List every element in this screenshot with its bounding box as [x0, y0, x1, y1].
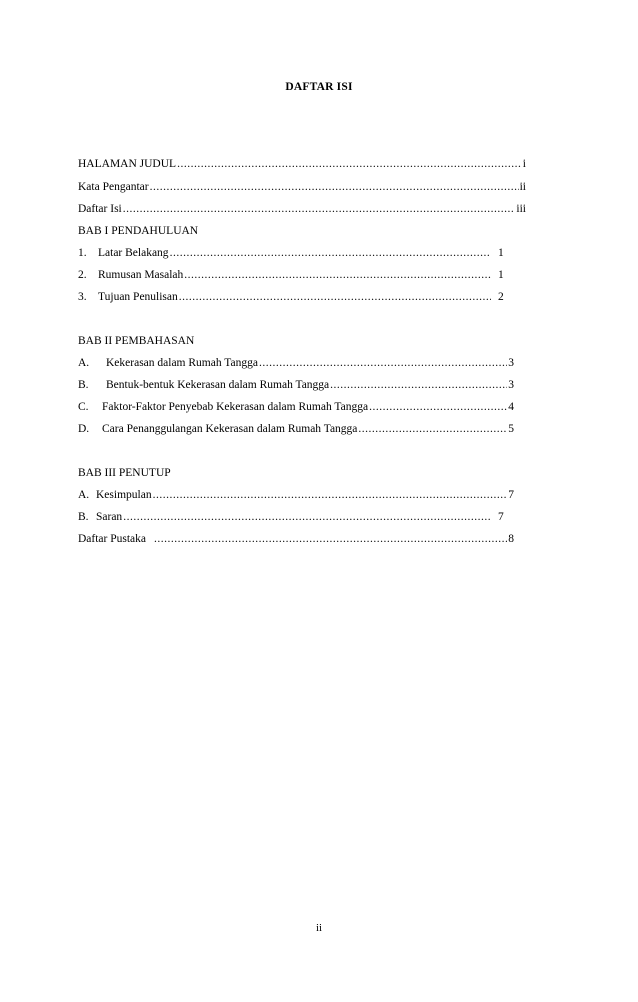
toc-entry-label	[78, 268, 183, 282]
toc-entry-number: D.	[78, 423, 90, 435]
dot-leader	[330, 378, 507, 392]
toc-entry-cara-penanggulangan	[78, 422, 514, 436]
toc-entry-kekerasan	[78, 356, 514, 370]
toc-entry-tujuan-penulisan	[78, 290, 514, 304]
toc-entry-label	[78, 290, 178, 304]
toc-entry-text: Bentuk-bentuk Kekerasan dalam Rumah Tangga	[106, 379, 330, 391]
toc-entry-label: Daftar Isi	[78, 203, 122, 215]
toc-entry-daftar-isi	[78, 202, 526, 216]
toc-entry-page: 7	[508, 489, 514, 501]
chapter-heading-bab-1: BAB I PENDAHULUAN	[78, 225, 199, 237]
toc-entry-label	[78, 488, 152, 502]
toc-entry-rumusan-masalah	[78, 268, 514, 282]
toc-entry-number: 3.	[78, 291, 87, 303]
toc-entry-page: 1	[498, 269, 504, 281]
toc-entry-number: 1.	[78, 247, 87, 259]
toc-entry-text: Tujuan Penulisan	[98, 291, 178, 303]
dot-leader	[358, 422, 507, 436]
toc-entry-number: C.	[78, 401, 89, 413]
toc-entry-page: 3	[508, 379, 514, 391]
page-title: DAFTAR ISI	[285, 81, 353, 93]
toc-entry-page: 4	[508, 401, 514, 413]
dot-leader	[170, 246, 491, 260]
toc-entry-label: Kata Pengantar	[78, 181, 149, 193]
page-number: ii	[315, 922, 323, 934]
toc-entry-page: iii	[516, 203, 526, 215]
toc-entry-kata-pengantar	[78, 180, 526, 194]
toc-entry-page: 2	[498, 291, 504, 303]
dot-leader	[179, 290, 491, 304]
toc-entry-page: 7	[498, 511, 504, 523]
chapter-heading-bab-2: BAB II PEMBAHASAN	[78, 335, 195, 347]
toc-entry-page: 1	[498, 247, 504, 259]
toc-entry-latar-belakang	[78, 246, 514, 260]
toc-entry-label	[78, 510, 122, 524]
toc-entry-label	[78, 422, 357, 436]
toc-entry-page: ii	[519, 181, 526, 193]
toc-entry-text: Faktor-Faktor Penyebab Kekerasan dalam Rumah Tangga	[102, 401, 369, 413]
toc-entry-label	[78, 400, 368, 414]
dot-leader	[259, 356, 507, 370]
toc-entry-label	[78, 378, 329, 392]
toc-entry-label: HALAMAN JUDUL	[78, 158, 177, 170]
toc-entry-text: Kekerasan dalam Rumah Tangga	[106, 357, 258, 369]
dot-leader	[123, 510, 491, 524]
toc-entry-bentuk-bentuk	[78, 378, 514, 392]
toc-entry-page: 8	[508, 533, 514, 545]
toc-entry-daftar-pustaka	[78, 532, 514, 546]
dot-leader	[150, 180, 519, 194]
dot-leader	[154, 532, 507, 546]
dot-leader	[177, 157, 522, 171]
toc-entry-number: A.	[78, 357, 90, 369]
toc-entry-number: 2.	[78, 269, 87, 281]
toc-entry-number: B.	[78, 379, 89, 391]
dot-leader	[123, 202, 516, 216]
toc-entry-page: i	[522, 158, 526, 170]
toc-entry-saran	[78, 510, 514, 524]
toc-entry-text: Latar Belakang	[98, 247, 169, 259]
toc-entry-label: Daftar Pustaka	[78, 533, 147, 545]
toc-entry-halaman-judul	[78, 157, 526, 171]
dot-leader	[369, 400, 507, 414]
toc-entry-text: Saran	[96, 511, 123, 523]
toc-entry-page: 3	[508, 357, 514, 369]
toc-entry-text: Cara Penanggulangan Kekerasan dalam Rumah Tangga	[102, 423, 358, 435]
toc-entry-faktor-faktor	[78, 400, 514, 414]
toc-entry-label	[78, 246, 169, 260]
toc-entry-number: A.	[78, 489, 90, 501]
toc-entry-page: 5	[508, 423, 514, 435]
dot-leader	[153, 488, 508, 502]
dot-leader	[184, 268, 491, 282]
toc-entry-label	[78, 356, 258, 370]
toc-entry-number: B.	[78, 511, 89, 523]
toc-entry-text: Kesimpulan	[96, 489, 152, 501]
toc-entry-text: Rumusan Masalah	[98, 269, 184, 281]
toc-entry-kesimpulan	[78, 488, 514, 502]
chapter-heading-bab-3: BAB III PENUTUP	[78, 467, 171, 479]
